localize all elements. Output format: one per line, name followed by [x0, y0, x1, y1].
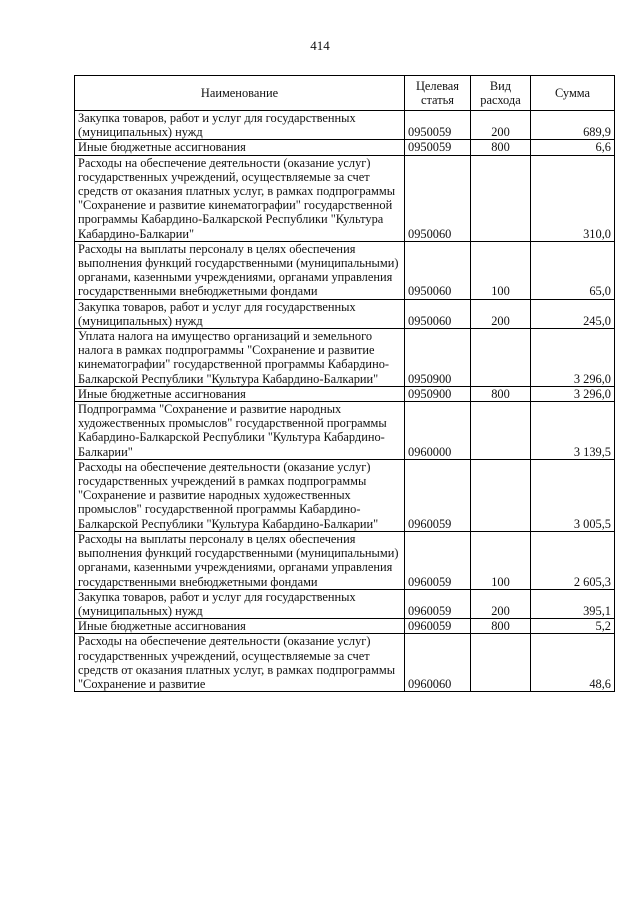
row-name: Иные бюджетные ассигнования: [75, 619, 405, 634]
table-row: [75, 386, 615, 401]
header-sum: Сумма: [531, 76, 615, 111]
row-sum: 48,6: [531, 634, 615, 692]
table-row: [75, 634, 615, 692]
row-name: Уплата налога на имущество организаций и земельного налога в рамках подпрограммы "Сохранение и развитие кинематографии" государственной программы Кабардино-Балкарской Республики "Культура Кабардино-Балкарии": [75, 329, 405, 387]
row-expense-kind: [471, 402, 531, 460]
row-expense-kind: 200: [471, 299, 531, 328]
budget-table: [74, 75, 615, 692]
row-sum: 6,6: [531, 140, 615, 155]
row-name: Иные бюджетные ассигнования: [75, 386, 405, 401]
row-expense-kind: [471, 634, 531, 692]
row-target-code: 0950900: [405, 329, 471, 387]
table-row: [75, 155, 615, 241]
row-expense-kind: [471, 459, 531, 531]
row-expense-kind: 800: [471, 386, 531, 401]
row-target-code: 0950060: [405, 155, 471, 241]
row-sum: 3 296,0: [531, 386, 615, 401]
row-sum: 3 139,5: [531, 402, 615, 460]
row-target-code: 0960059: [405, 459, 471, 531]
row-sum: 65,0: [531, 241, 615, 299]
row-expense-kind: [471, 329, 531, 387]
row-sum: 3 296,0: [531, 329, 615, 387]
row-name: Расходы на обеспечение деятельности (оказание услуг) государственных учреждений, осуществляемые за счет средств от оказания платных услуг, в рамках подпрограммы "Сохранение и развитие кинематографии" государственной программы Кабардино-Балкарской Республики "Культура Кабардино-Балкарии": [75, 155, 405, 241]
row-target-code: 0960060: [405, 634, 471, 692]
table-row: [75, 111, 615, 140]
row-expense-kind: 100: [471, 531, 531, 589]
row-target-code: 0950059: [405, 111, 471, 140]
row-sum: 395,1: [531, 589, 615, 618]
table-row: [75, 299, 615, 328]
row-target-code: 0960059: [405, 619, 471, 634]
row-sum: 310,0: [531, 155, 615, 241]
table-row: [75, 329, 615, 387]
row-name: Подпрограмма "Сохранение и развитие народных художественных промыслов" государственной программы Кабардино-Балкарской Республики "Культура Кабардино-Балкарии": [75, 402, 405, 460]
row-name: Закупка товаров, работ и услуг для государственных (муниципальных) нужд: [75, 589, 405, 618]
table-row: [75, 619, 615, 634]
row-expense-kind: [471, 155, 531, 241]
row-sum: 5,2: [531, 619, 615, 634]
table-row: [75, 459, 615, 531]
row-expense-kind: 100: [471, 241, 531, 299]
row-name: Закупка товаров, работ и услуг для государственных (муниципальных) нужд: [75, 111, 405, 140]
row-expense-kind: 800: [471, 140, 531, 155]
row-target-code: 0950900: [405, 386, 471, 401]
header-name: Наименование: [75, 76, 405, 111]
row-name: Расходы на выплаты персоналу в целях обеспечения выполнения функций государственными (муниципальными) органами, казенными учреждениями, органами управления государственными внебюджетными фондами: [75, 241, 405, 299]
row-name: Расходы на обеспечение деятельности (оказание услуг) государственных учреждений, осуществляемые за счет средств от оказания платных услуг, в рамках подпрограммы "Сохранение и развитие: [75, 634, 405, 692]
row-name: Расходы на обеспечение деятельности (оказание услуг) государственных учреждений в рамках подпрограммы "Сохранение и развитие народных художественных промыслов" государственной программы Кабардино-Балкарской Республики "Культура Кабардино-Балкарии": [75, 459, 405, 531]
row-target-code: 0960000: [405, 402, 471, 460]
row-sum: 2 605,3: [531, 531, 615, 589]
header-kind: Вид расхода: [471, 76, 531, 111]
row-sum: 3 005,5: [531, 459, 615, 531]
row-target-code: 0950059: [405, 140, 471, 155]
row-expense-kind: 200: [471, 589, 531, 618]
row-sum: 245,0: [531, 299, 615, 328]
row-target-code: 0950060: [405, 299, 471, 328]
table-row: [75, 241, 615, 299]
page-number: 414: [310, 38, 330, 53]
row-expense-kind: 800: [471, 619, 531, 634]
row-target-code: 0960059: [405, 531, 471, 589]
row-sum: 689,9: [531, 111, 615, 140]
table-row: [75, 140, 615, 155]
row-target-code: 0950060: [405, 241, 471, 299]
row-name: Иные бюджетные ассигнования: [75, 140, 405, 155]
table-row: [75, 589, 615, 618]
row-target-code: 0960059: [405, 589, 471, 618]
header-target: Целевая статья: [405, 76, 471, 111]
table-header-row: [75, 76, 615, 111]
row-expense-kind: 200: [471, 111, 531, 140]
table-row: [75, 531, 615, 589]
row-name: Закупка товаров, работ и услуг для государственных (муниципальных) нужд: [75, 299, 405, 328]
table-row: [75, 402, 615, 460]
row-name: Расходы на выплаты персоналу в целях обеспечения выполнения функций государственными (муниципальными) органами, казенными учреждениями, органами управления государственными внебюджетными фондами: [75, 531, 405, 589]
